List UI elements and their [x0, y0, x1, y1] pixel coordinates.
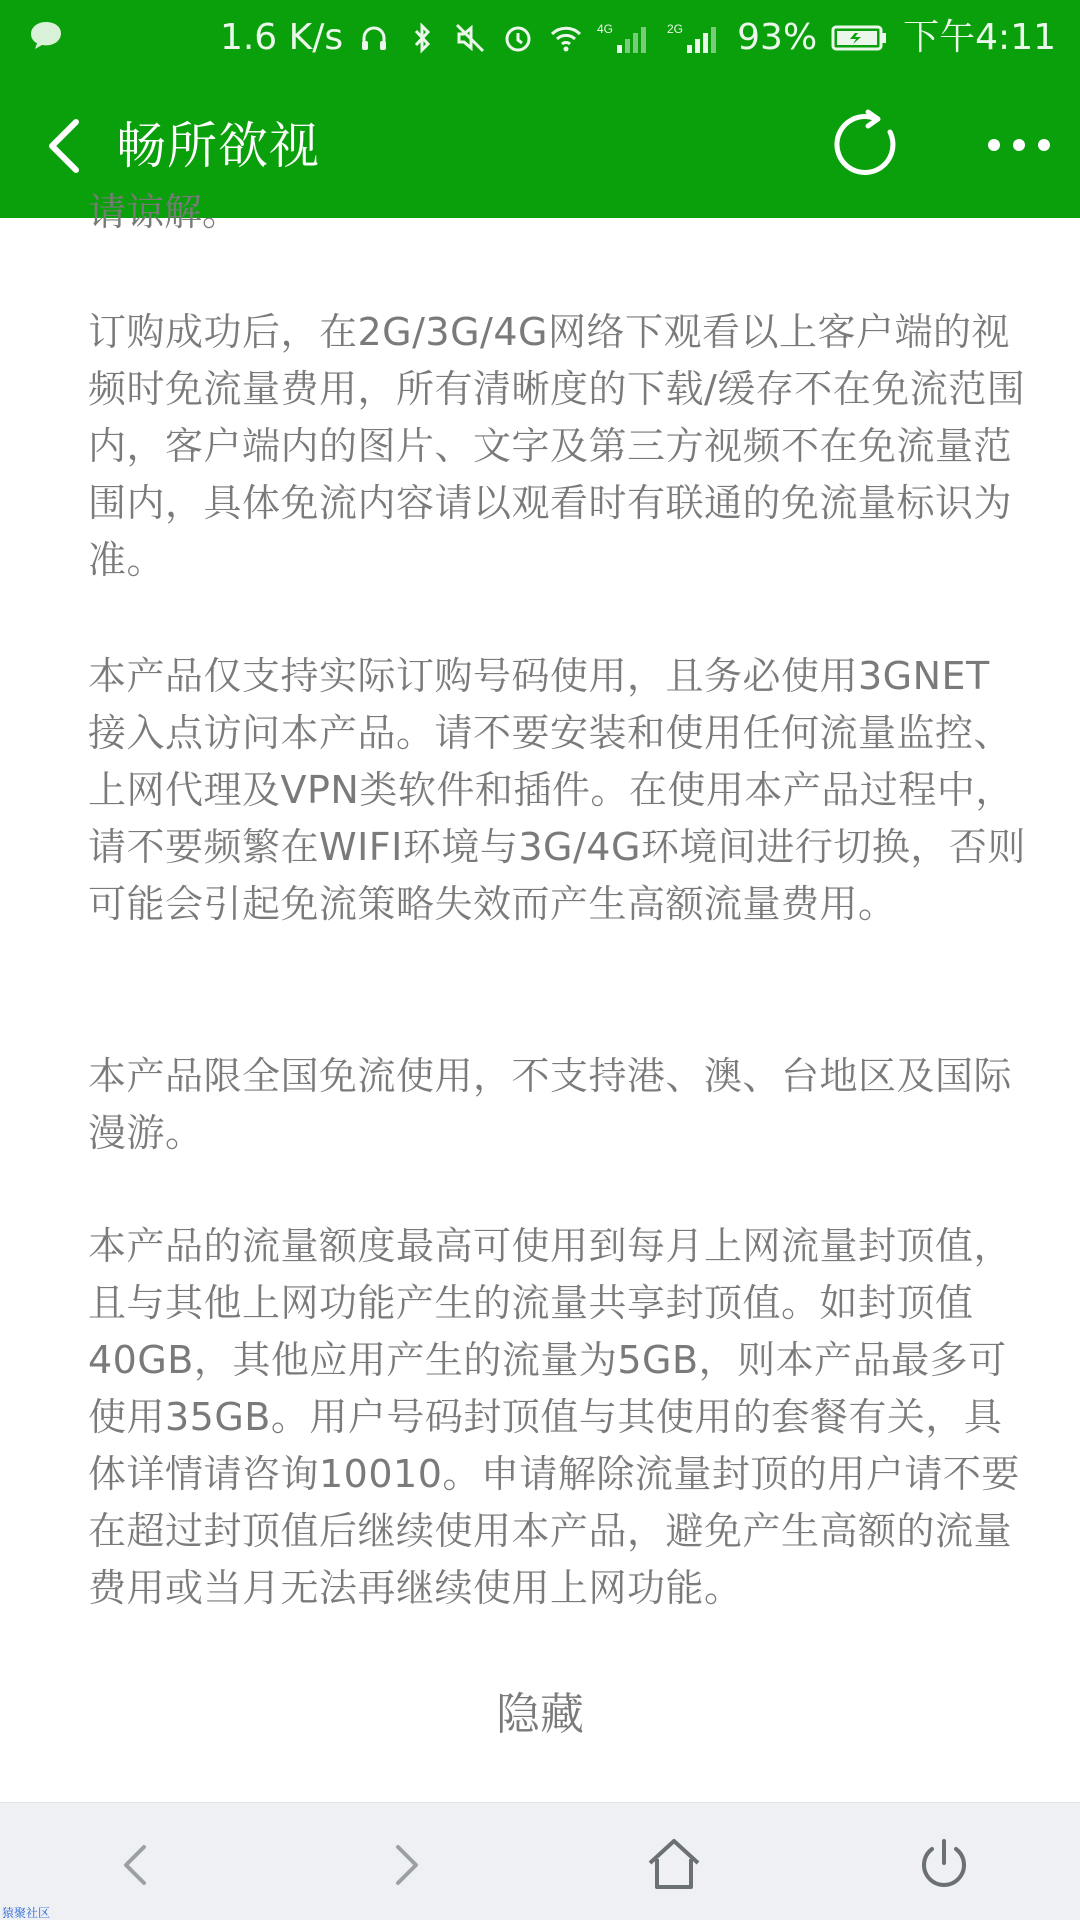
hide-button[interactable]: 隐藏: [496, 1689, 584, 1740]
signal-4g-icon: [597, 21, 653, 55]
bluetooth-icon: [405, 21, 439, 55]
paragraph-usage-rules: 本产品仅支持实际订购号码使用，且务必使用3GNET接入点访问本产品。请不要安装和使用任何流量监控、上网代理及VPN类软件和插件。在使用本产品过程中，请不要频繁在WIFI环境与3G/4G环境间进行切换，否则可能会引起免流策略失效而产生高额流量费用。: [88, 654, 1026, 926]
signal-2g-icon: [667, 21, 723, 55]
watermark-text: 猿聚社区: [2, 1906, 51, 1920]
alarm-icon: [501, 21, 535, 55]
browser-nav-bar: [0, 1802, 1080, 1920]
clock: 下午4:11: [903, 17, 1056, 58]
chevron-left-icon[interactable]: [40, 114, 90, 178]
signal-4g-label: 4G: [597, 22, 614, 36]
status-bar: [0, 0, 1080, 74]
content-area[interactable]: [0, 190, 1080, 1802]
power-icon[interactable]: [912, 1833, 976, 1897]
paragraph-quota-cap: 本产品的流量额度最高可使用到每月上网流量封顶值，且与其他上网功能产生的流量共享封顶值。如封顶值40GB，其他应用产生的流量为5GB，则本产品最多可使用35GB。用户号码封顶值与其使用的套餐有关，具体详情请咨询10010。申请解除流量封顶的用户请不要在超过封顶值后继续使用本产品，避免产生高额的流量费用或当月无法再继续使用上网功能。: [88, 1224, 1020, 1610]
network-speed: 1.6 K/s: [219, 17, 344, 58]
page-title: 畅所欲视: [116, 117, 320, 175]
refresh-icon[interactable]: [836, 110, 908, 182]
partial-text-line: 请谅解。: [88, 190, 241, 234]
wifi-icon: [549, 21, 583, 55]
battery-percent: 93%: [737, 17, 818, 58]
headphone-icon: [357, 21, 391, 55]
chat-notification-icon: [26, 16, 66, 56]
signal-2g-label: 2G: [667, 22, 684, 36]
home-icon[interactable]: [642, 1833, 706, 1897]
mute-icon: [453, 21, 487, 55]
paragraph-traffic-scope: 订购成功后，在2G/3G/4G网络下观看以上客户端的视频时免流量费用，所有清晰度的下载/缓存不在免流范围内，客户端内的图片、文字及第三方视频不在免流量范围内，具体免流内容请以观看时有联通的免流量标识为准。: [88, 310, 1026, 582]
nav-back-icon[interactable]: [104, 1833, 168, 1897]
battery-icon: [831, 21, 889, 55]
more-dots-icon[interactable]: [984, 130, 1054, 160]
status-right: [220, 8, 1056, 68]
paragraph-region-limit: 本产品限全国免流使用，不支持港、澳、台地区及国际漫游。: [88, 1054, 1013, 1155]
nav-forward-icon[interactable]: [374, 1833, 438, 1897]
